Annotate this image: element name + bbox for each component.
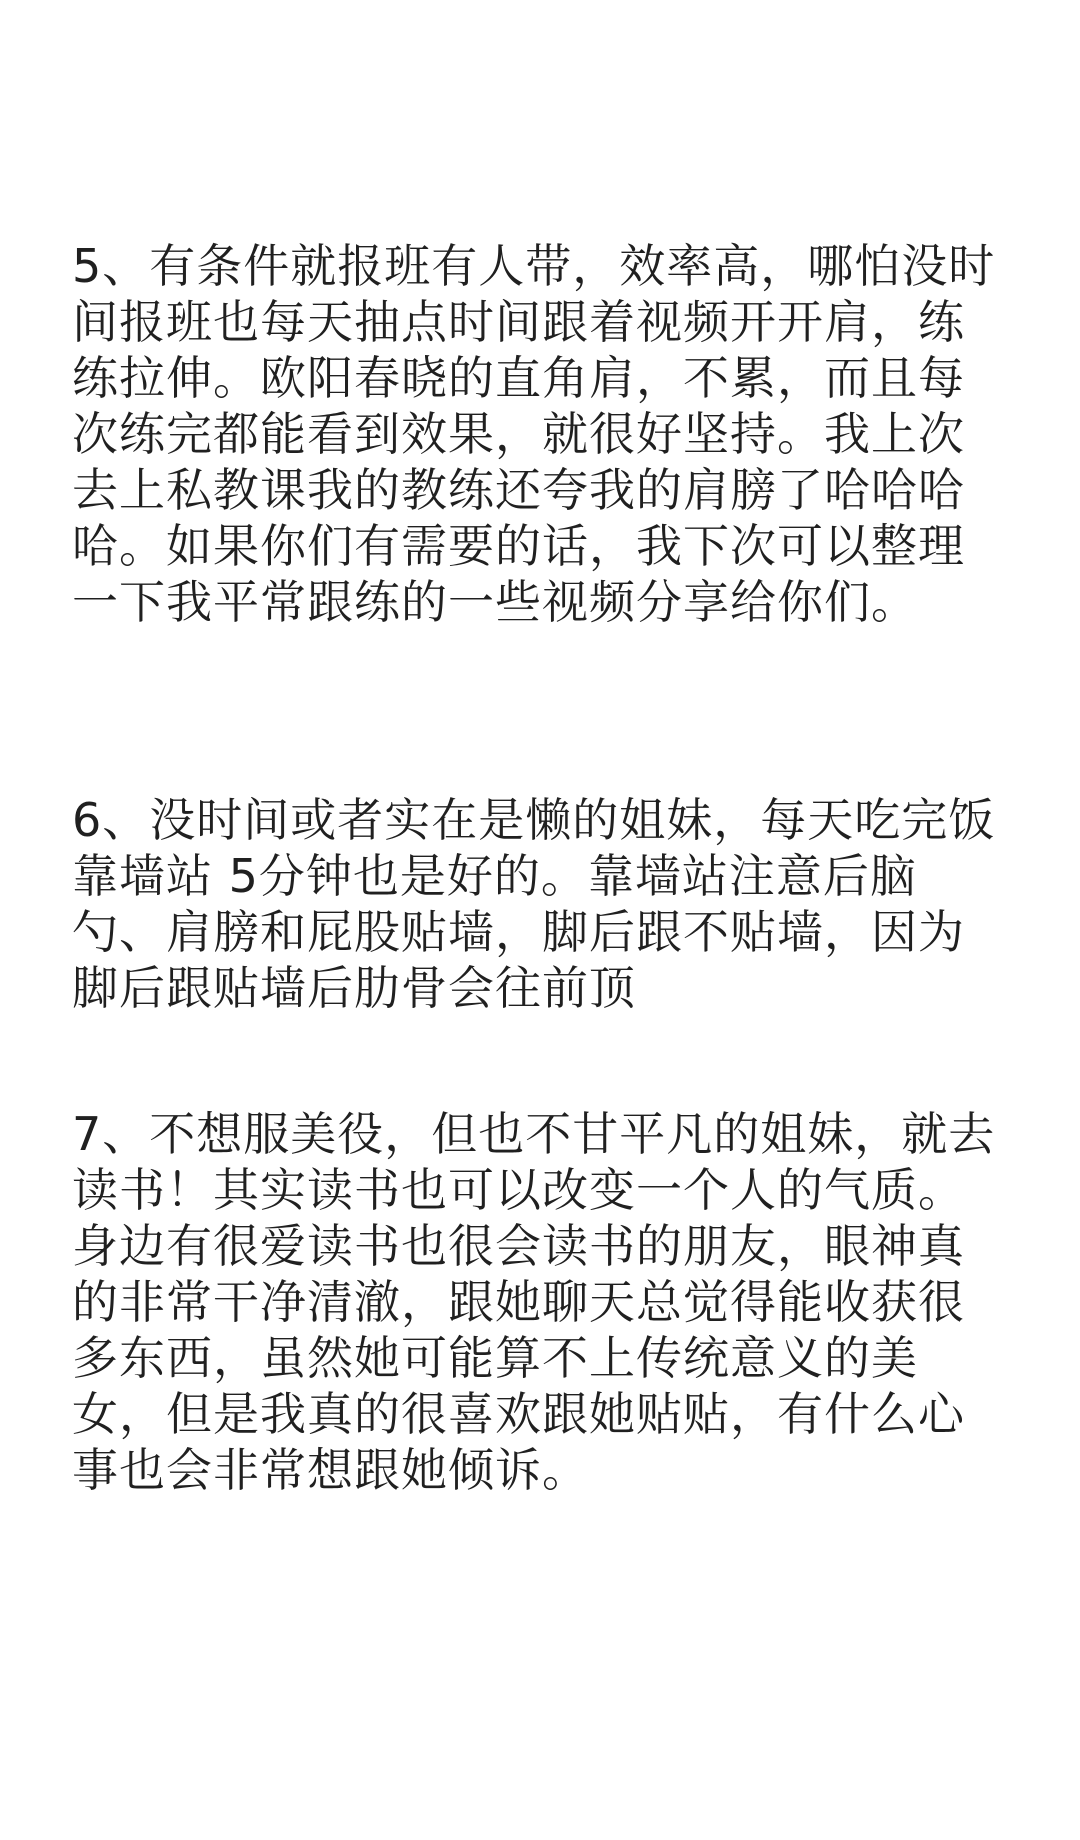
text-line: 7、不想服美役，但也不甘平凡的姐妹，就去 [72,1107,996,1161]
paragraph-6 [72,792,1032,1016]
text-line: 一下我平常跟练的一些视频分享给你们。 [72,575,918,629]
text-line: 间报班也每天抽点时间跟着视频开开肩，练 [72,295,965,349]
text-line: 练拉伸。欧阳春晓的直角肩，不累，而且每 [72,351,965,405]
text-line: 次练完都能看到效果，就很好坚持。我上次 [72,407,965,461]
text-line: 读书！其实读书也可以改变一个人的气质。 [72,1163,965,1217]
text-line: 多东西，虽然她可能算不上传统意义的美 [72,1331,918,1385]
text-line: 事也会非常想跟她倾诉。 [72,1443,589,1497]
text-line: 的非常干净清澈，跟她聊天总觉得能收获很 [72,1275,965,1329]
paragraph-5 [72,238,1032,630]
text-line: 身边有很爱读书也很会读书的朋友，眼神真 [72,1219,965,1273]
text-line: 哈。如果你们有需要的话，我下次可以整理 [72,519,965,573]
text-line: 女，但是我真的很喜欢跟她贴贴，有什么心 [72,1387,965,1441]
text-line: 脚后跟贴墙后肋骨会往前顶 [72,961,636,1015]
text-line: 勺、肩膀和屁股贴墙，脚后跟不贴墙，因为 [72,905,965,959]
paragraph-7 [72,1106,1032,1498]
text-line: 靠墙站 5分钟也是好的。靠墙站注意后脑 [72,849,917,903]
text-line: 5、有条件就报班有人带，效率高，哪怕没时 [72,239,996,293]
text-line: 6、没时间或者实在是懒的姐妹，每天吃完饭 [72,793,996,847]
text-line: 去上私教课我的教练还夸我的肩膀了哈哈哈 [72,463,965,517]
